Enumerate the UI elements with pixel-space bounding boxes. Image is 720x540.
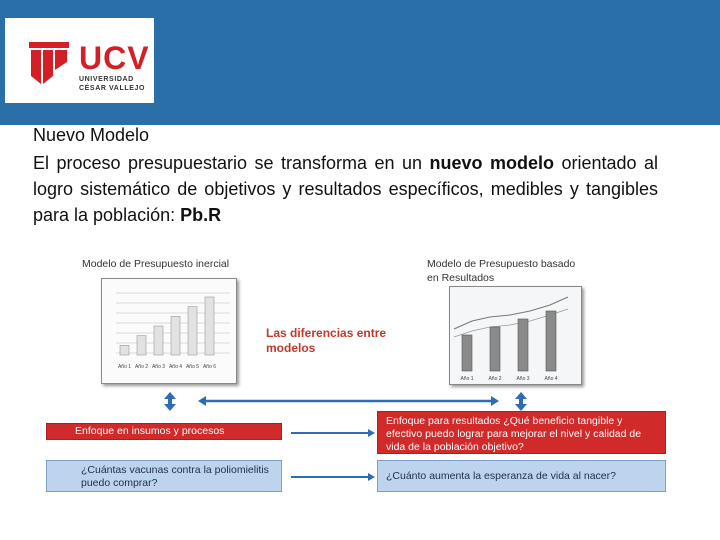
x-tick-label: Año 1 [117, 364, 132, 370]
top-double-arrow-icon [198, 396, 499, 406]
results-focus-box: Enfoque para resultados ¿Qué beneficio tangible y efectivo puedo lograr para mejorar el nivel y calidad de vida de la población objetivo? [377, 411, 666, 454]
x-tick-label: Año 4 [168, 364, 183, 370]
differences-label-line1: Las diferencias entre [266, 326, 387, 340]
x-tick-label: Año 1 [460, 376, 474, 382]
paragraph-text-b: orientado al logro sistemático de objetivos y resultados específicos, medibles y tangibles para la población: [33, 153, 658, 225]
logo-subtitle-line1: UNIVERSIDAD [79, 76, 134, 83]
differences-label-line2: modelos [266, 341, 316, 355]
paragraph-text-a: El proceso presupuestario se transforma en un [33, 153, 430, 173]
logo-wordmark: UCV [79, 40, 150, 76]
paragraph-bold-2: Pb.R [180, 205, 222, 225]
slide-title: Nuevo Modelo [33, 125, 150, 145]
life-expectancy-question-box: ¿Cuánto aumenta la esperanza de vida al nacer? [377, 460, 666, 492]
x-tick-label: Año 6 [202, 364, 217, 370]
x-tick-label: Año 2 [134, 364, 149, 370]
right-model-title-line2: en Resultados [427, 272, 495, 284]
left-model-title: Modelo de Presupuesto inercial [82, 258, 230, 270]
vaccine-question-box: ¿Cuántas vacunas contra la poliomielitis puedo comprar? [46, 460, 282, 492]
right-updown-arrow-icon [515, 392, 527, 411]
blue-row-arrow-icon [291, 473, 375, 481]
x-tick-label: Año 3 [516, 376, 530, 382]
logo-subtitle-line2: CÉSAR VALLEJO [79, 85, 146, 92]
left-updown-arrow-icon [164, 392, 176, 411]
red-row-arrow-icon [291, 429, 375, 437]
inputs-focus-box: Enfoque en insumos y procesos [46, 423, 282, 440]
right-model-title-line1: Modelo de Presupuesto basado [427, 258, 576, 270]
x-tick-label: Año 3 [151, 364, 166, 370]
paragraph-bold-1: nuevo modelo [429, 153, 554, 173]
x-tick-label: Año 4 [544, 376, 558, 382]
x-tick-label: Año 5 [185, 364, 200, 370]
x-tick-label: Año 2 [488, 376, 502, 382]
